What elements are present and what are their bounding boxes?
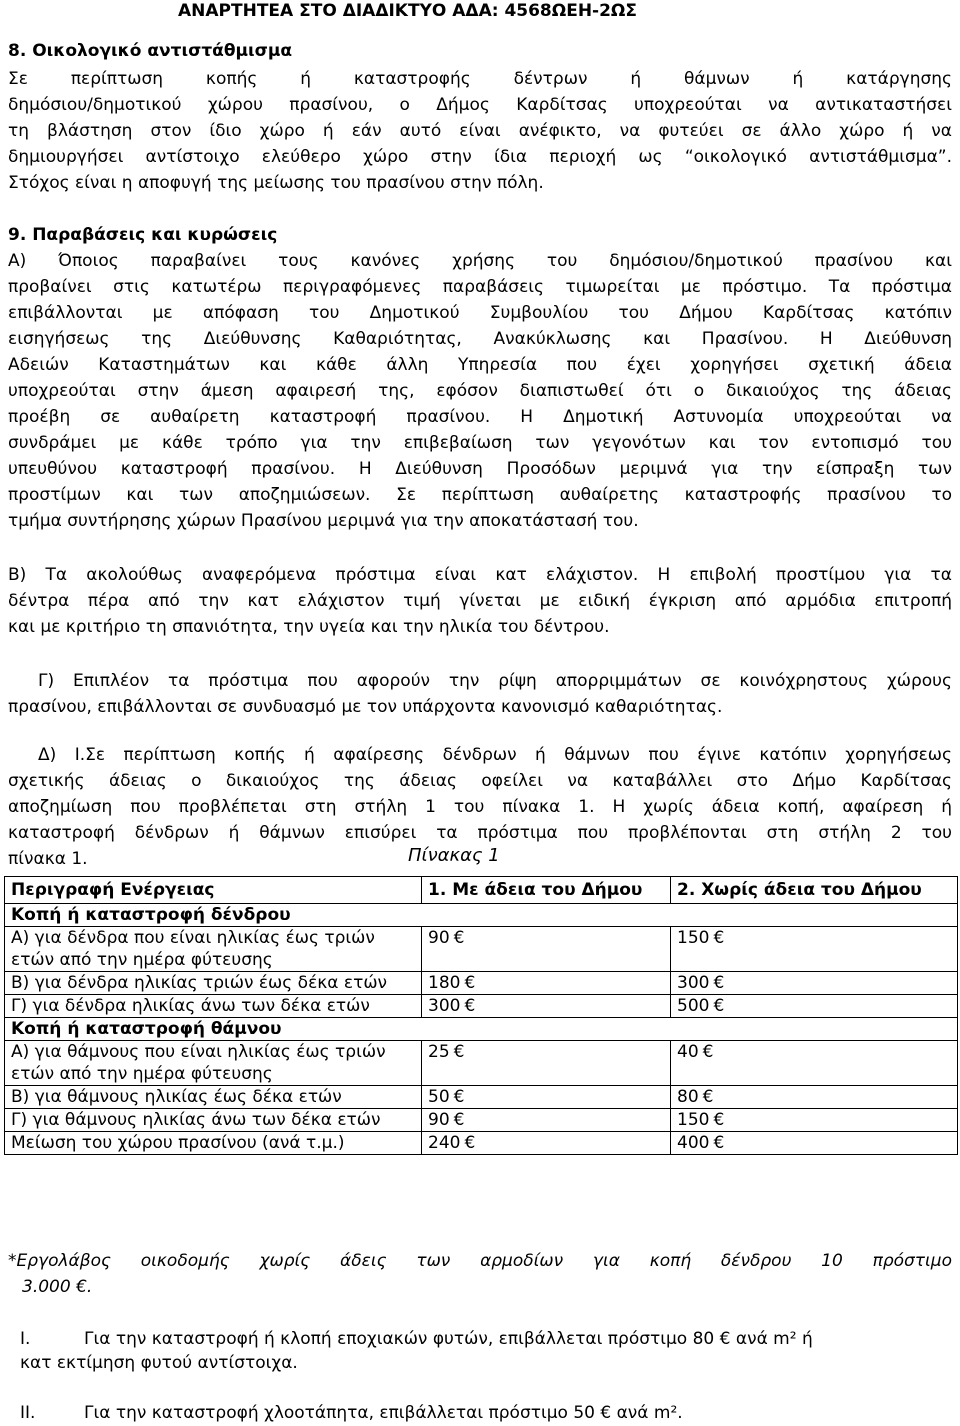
row-description: Α) για δένδρα που είναι ηλικίας έως τριών ετών από την ημέρα φύτευσης [5, 927, 422, 972]
euro-sign: € [702, 1042, 714, 1062]
euro-sign: € [464, 1133, 476, 1153]
euro-sign: € [453, 1042, 465, 1062]
item-ii-number: ΙΙ. [20, 1403, 36, 1423]
paragraph-b-line: Β) Τα ακολούθως αναφερόμενα πρόστιμα είναι κατ ελάχιστον. Η επιβολή προστίμου για τα [8, 565, 952, 585]
fine-without-permit: 150 € [671, 927, 958, 972]
paragraph-d-line: αποζημίωση που προβλέπεται στη στήλη 1 του πίνακα 1. Η χωρίς άδεια κοπή, αφαίρεση ή [8, 797, 952, 817]
paragraph-b-line: δέντρα πέρα από την κατ ελάχιστον τιμή γίνεται με ειδική έγκριση από αρμόδια επιτροπή [8, 591, 952, 611]
row-description: Γ) για θάμνους ηλικίας άνω των δέκα ετών [5, 1109, 422, 1132]
fine-without-permit: 80 € [671, 1086, 958, 1109]
footnote-line: *Εργολάβος οικοδομής χωρίς άδεις των αρμοδίων για κοπή δένδρου 10 πρόστιμο [8, 1251, 952, 1271]
table-row [5, 1132, 958, 1155]
euro-sign: € [713, 973, 725, 993]
fine-with-permit: 90 € [422, 927, 671, 972]
table-row [5, 995, 958, 1018]
table-row [5, 1086, 958, 1109]
table-section-row [5, 904, 958, 927]
header-without-permit: 2. Χωρίς άδεια του Δήμου [671, 877, 958, 904]
table-row [5, 1109, 958, 1132]
item-i-line: κατ εκτίμηση φυτού αντίστοιχα. [20, 1353, 298, 1373]
section-8-title: 8. Οικολογικό αντιστάθμισμα [8, 41, 293, 61]
paragraph-a-line: Αδειών Καταστημάτων και κάθε άλλη Υπηρεσία που έχει χορηγήσει σχετική άδεια [8, 355, 952, 375]
euro-sign: € [713, 1133, 725, 1153]
euro-sign: € [713, 1110, 725, 1130]
table-row [5, 927, 958, 972]
section-title: Κοπή ή καταστροφή θάμνου [5, 1018, 958, 1041]
fine-with-permit: 240 € [422, 1132, 671, 1155]
table-caption: Πίνακας 1 [408, 845, 500, 866]
euro-sign: € [713, 928, 725, 948]
table-row [5, 1041, 958, 1086]
header-with-permit: 1. Με άδεια του Δήμου [422, 877, 671, 904]
footnote-line: 3.000 €. [22, 1277, 93, 1297]
section-8-line: δημόσιου/δημοτικού χώρου πρασίνου, ο Δήμος Καρδίτσας υποχρεούται να αντικαταστήσει [8, 95, 952, 115]
paragraph-a-line: προστίμων και των αποζημιώσεων. Σε περίπτωση αυθαίρετης καταστροφής πρασίνου το [8, 485, 952, 505]
header-description: Περιγραφή Ενέργειας [5, 877, 422, 904]
paragraph-d-line: πίνακα 1. [8, 849, 88, 869]
euro-sign: € [453, 928, 465, 948]
fines-table [4, 876, 958, 1155]
table-row [5, 972, 958, 995]
paragraph-d-line: σχετικής άδειας ο δικαιούχος της άδειας οφείλει να καταβάλλει στο Δήμο Καρδίτσας [8, 771, 952, 791]
fine-without-permit: 500 € [671, 995, 958, 1018]
paragraph-a-line: υπευθύνου καταστροφή πρασίνου. Η Διεύθυνση Προσόδων μεριμνά για την είσπραξη των [8, 459, 952, 479]
paragraph-d-line: καταστροφή δένδρων ή θάμνων επισύρει τα πρόστιμα που προβλέπονται στη στήλη 2 του [8, 823, 952, 843]
euro-sign: € [464, 973, 476, 993]
fine-with-permit: 300 € [422, 995, 671, 1018]
euro-sign: € [453, 1087, 465, 1107]
euro-sign: € [713, 996, 725, 1016]
section-title: Κοπή ή καταστροφή δένδρου [5, 904, 958, 927]
row-description: Β) για θάμνους ηλικίας έως δέκα ετών [5, 1086, 422, 1109]
paragraph-a-line: τμήμα συντήρησης χώρων Πρασίνου μεριμνά για την αποκατάστασή του. [8, 511, 639, 531]
paragraph-a-line: προβαίνει στις κατωτέρω περιγραφόμενες παραβάσεις τιμωρείται με πρόστιμο. Τα πρόστιμα [8, 277, 952, 297]
section-8-line: Σε περίπτωση κοπής ή καταστροφής δέντρων ή θάμνων ή κατάργησης [8, 69, 952, 89]
row-description: Β) για δένδρα ηλικίας τριών έως δέκα ετών [5, 972, 422, 995]
table-section-row [5, 1018, 958, 1041]
paragraph-a-line: επιβάλλονται με απόφαση του Δημοτικού Συμβουλίου του Δήμου Καρδίτσας κατόπιν [8, 303, 952, 323]
fine-with-permit: 25 € [422, 1041, 671, 1086]
euro-sign: € [464, 996, 476, 1016]
paragraph-d-line: Δ) Ι.Σε περίπτωση κοπής ή αφαίρεσης δένδρων ή θάμνων που έγινε κατόπιν χορηγήσεως [38, 745, 952, 765]
section-8-line: Στόχος είναι η αποφυγή της μείωσης του πρασίνου στην πόλη. [8, 173, 544, 193]
fine-with-permit: 180 € [422, 972, 671, 995]
section-8-line: τη βλάστηση στον ίδιο χώρο ή εάν αυτό είναι ανέφικτο, να φυτεύει σε άλλο χώρο ή να [8, 121, 952, 141]
item-ii-text: Για την καταστροφή χλοοτάπητα, επιβάλλεται πρόστιμο 50 € ανά m². [84, 1403, 683, 1423]
item-i-number: Ι. [20, 1329, 31, 1349]
row-description: Μείωση του χώρου πρασίνου (ανά τ.μ.) [5, 1132, 422, 1155]
table-header-row [5, 877, 958, 904]
document-header: ΑΝΑΡΤΗΤΕΑ ΣΤΟ ΔΙΑΔΙΚΤΥΟ ΑΔΑ: 4568ΩΕΗ-2ΩΣ [178, 1, 637, 21]
item-i-line: Για την καταστροφή ή κλοπή εποχιακών φυτών, επιβάλλεται πρόστιμο 80 € ανά m² ή [84, 1329, 813, 1349]
paragraph-a-line: συνδράμει με κάθε τρόπο για την επιβεβαίωση των γεγονότων και τον εντοπισμό του [8, 433, 952, 453]
paragraph-g-line: πρασίνου, επιβάλλονται σε συνδυασμό με τον υπάρχοντα κανονισμό καθαριότητας. [8, 697, 723, 717]
paragraph-a-line: προέβη σε αυθαίρετη καταστροφή πρασίνου. Η Δημοτική Αστυνομία υποχρεούται να [8, 407, 952, 427]
fine-with-permit: 50 € [422, 1086, 671, 1109]
fine-with-permit: 90 € [422, 1109, 671, 1132]
paragraph-g-line: Γ) Επιπλέον τα πρόστιμα που αφορούν την ρίψη απορριμμάτων σε κοινόχρηστους χώρους [38, 671, 952, 691]
row-description: Γ) για δένδρα ηλικίας άνω των δέκα ετών [5, 995, 422, 1018]
fine-without-permit: 150 € [671, 1109, 958, 1132]
paragraph-a-line: Α) Όποιος παραβαίνει τους κανόνες χρήσης του δημόσιου/δημοτικού πρασίνου και [8, 251, 952, 271]
fine-without-permit: 40 € [671, 1041, 958, 1086]
section-8-line: δημιουργήσει αντίστοιχο ελεύθερο χώρο στην ίδια περιοχή ως “οικολογικό αντιστάθμισμα”. [8, 147, 952, 167]
fine-without-permit: 300 € [671, 972, 958, 995]
paragraph-b-line: και με κριτήριο τη σπανιότητα, την υγεία και την ηλικία του δέντρου. [8, 617, 610, 637]
section-9-title: 9. Παραβάσεις και κυρώσεις [8, 225, 278, 245]
row-description: Α) για θάμνους που είναι ηλικίας έως τριών ετών από την ημέρα φύτευσης [5, 1041, 422, 1086]
euro-sign: € [453, 1110, 465, 1130]
euro-sign: € [702, 1087, 714, 1107]
paragraph-a-line: υποχρεούται στην άμεση αφαιρεσή της, εφόσον διαπιστωθεί ότι ο δικαιούχος της άδειας [8, 381, 952, 401]
paragraph-a-line: εισηγήσεως της Διεύθυνσης Καθαριότητας, Ανακύκλωσης και Πρασίνου. Η Διεύθυνση [8, 329, 952, 349]
fine-without-permit: 400 € [671, 1132, 958, 1155]
